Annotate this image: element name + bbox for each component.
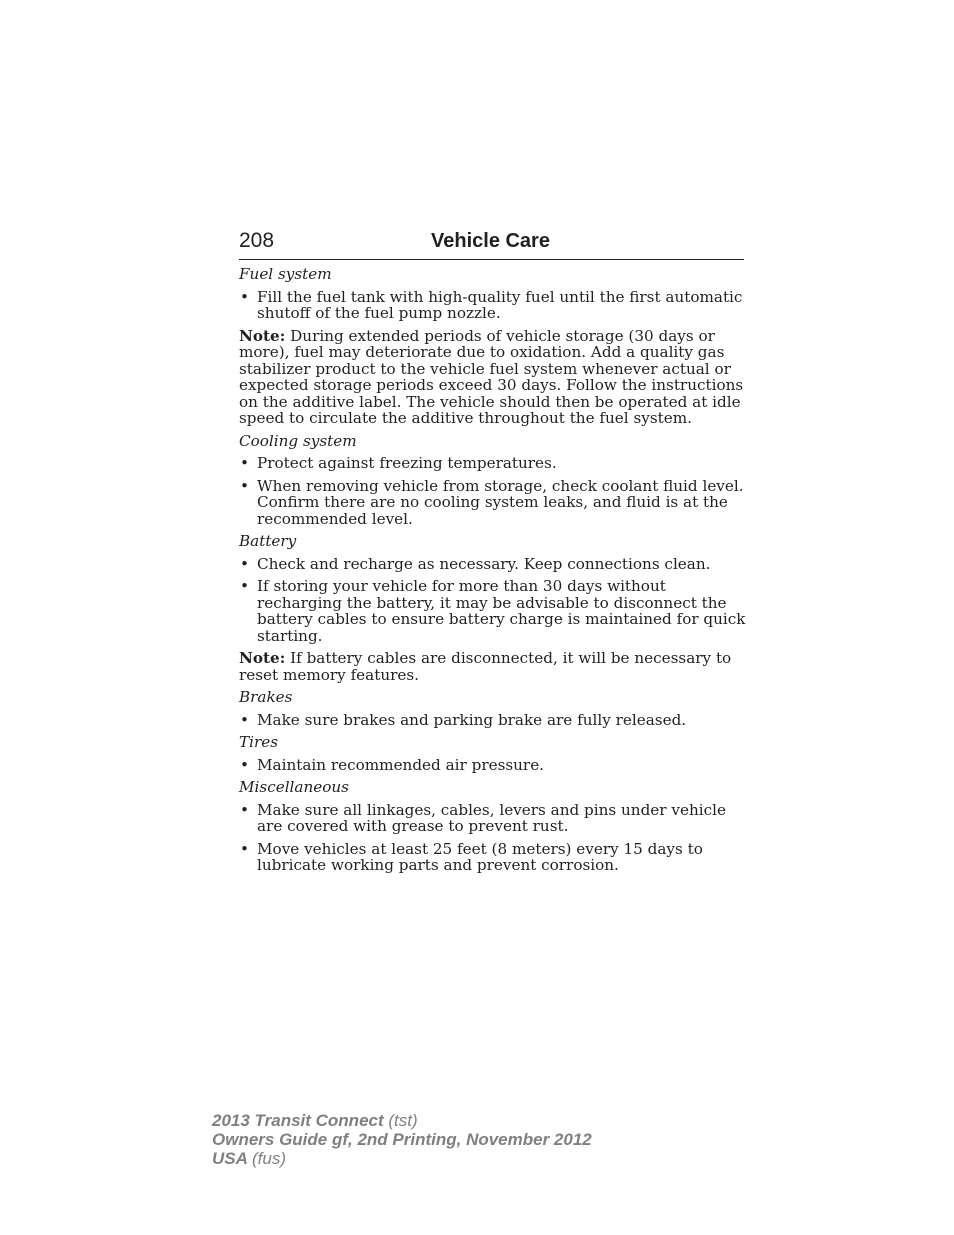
bullet-list bbox=[239, 556, 749, 645]
page-header bbox=[239, 229, 744, 260]
section-title: Miscellaneous bbox=[239, 778, 349, 796]
note-paragraph bbox=[239, 650, 749, 683]
list-item-text: Make sure all linkages, cables, levers and pins under vehicle are covered with grease to prevent rust. bbox=[257, 800, 726, 835]
list-item bbox=[239, 556, 749, 573]
list-item-text: Move vehicles at least 25 feet (8 meters) every 15 days to lubricate working parts and prevent corrosion. bbox=[257, 839, 703, 874]
bullet-icon: • bbox=[240, 577, 249, 595]
page-content bbox=[239, 266, 749, 880]
section-title: Fuel system bbox=[239, 265, 332, 283]
section-title: Battery bbox=[239, 532, 297, 550]
note-text: During extended periods of vehicle storage (30 days or more), fuel may deteriorate due to oxidation. Add a quality gas stabilizer product to the vehicle fuel system whenever actual or expected storage periods exceed 30 days. Follow the instructions on the additive label. The vehicle should then be operated at idle speed to circulate the additive throughout the fuel system. bbox=[239, 326, 744, 427]
note-paragraph bbox=[239, 328, 749, 427]
bullet-icon: • bbox=[240, 454, 249, 472]
footer-model-code: (tst) bbox=[388, 1111, 418, 1130]
bullet-list bbox=[239, 455, 749, 527]
list-item-text: Fill the fuel tank with high-quality fuel until the first automatic shutoff of the fuel pump nozzle. bbox=[257, 287, 743, 322]
footer-line-printing: Owners Guide gf, 2nd Printing, November 2012 bbox=[212, 1130, 592, 1149]
bullet-icon: • bbox=[240, 755, 249, 774]
note-text: If battery cables are disconnected, it will be necessary to reset memory features. bbox=[239, 649, 732, 684]
footer-market-code: (fus) bbox=[252, 1149, 286, 1168]
bullet-list bbox=[239, 757, 749, 774]
bullet-icon: • bbox=[240, 800, 249, 819]
page-title: Vehicle Care bbox=[431, 230, 550, 252]
list-item bbox=[239, 289, 749, 322]
list-item bbox=[239, 578, 749, 644]
bullet-list bbox=[239, 712, 749, 729]
list-item-text: When removing vehicle from storage, check coolant fluid level. Confirm there are no cooling system leaks, and fluid is at the recommended level. bbox=[257, 476, 744, 528]
list-item bbox=[239, 712, 749, 729]
list-item bbox=[239, 757, 749, 774]
page-number: 208 bbox=[239, 229, 275, 252]
note-label: Note: bbox=[239, 649, 286, 667]
list-item bbox=[239, 802, 749, 835]
bullet-icon: • bbox=[240, 554, 249, 573]
section-title: Brakes bbox=[239, 688, 293, 706]
list-item-text: Protect against freezing temperatures. bbox=[257, 454, 557, 472]
bullet-list bbox=[239, 802, 749, 874]
page-footer bbox=[212, 1111, 592, 1168]
bullet-icon: • bbox=[240, 710, 249, 729]
section-title: Tires bbox=[239, 733, 279, 751]
footer-line-model bbox=[212, 1111, 592, 1130]
list-item-text: Make sure brakes and parking brake are fully released. bbox=[257, 710, 687, 729]
bullet-icon: • bbox=[240, 839, 249, 858]
note-label: Note: bbox=[239, 326, 286, 345]
list-item-text: Check and recharge as necessary. Keep connections clean. bbox=[257, 554, 711, 573]
list-item bbox=[239, 841, 749, 874]
bullet-list bbox=[239, 289, 749, 322]
list-item bbox=[239, 455, 749, 472]
list-item bbox=[239, 478, 749, 528]
footer-line-market bbox=[212, 1149, 592, 1168]
list-item-text: Maintain recommended air pressure. bbox=[257, 755, 545, 774]
footer-market: USA bbox=[212, 1149, 248, 1168]
bullet-icon: • bbox=[240, 476, 249, 495]
bullet-icon: • bbox=[240, 287, 249, 306]
footer-model: 2013 Transit Connect bbox=[212, 1111, 384, 1130]
list-item-text: If storing your vehicle for more than 30 days without recharging the battery, it may be advisable to disconnect the battery cables to ensure battery charge is maintained for quick starting. bbox=[257, 577, 746, 645]
section-title: Cooling system bbox=[239, 431, 357, 450]
